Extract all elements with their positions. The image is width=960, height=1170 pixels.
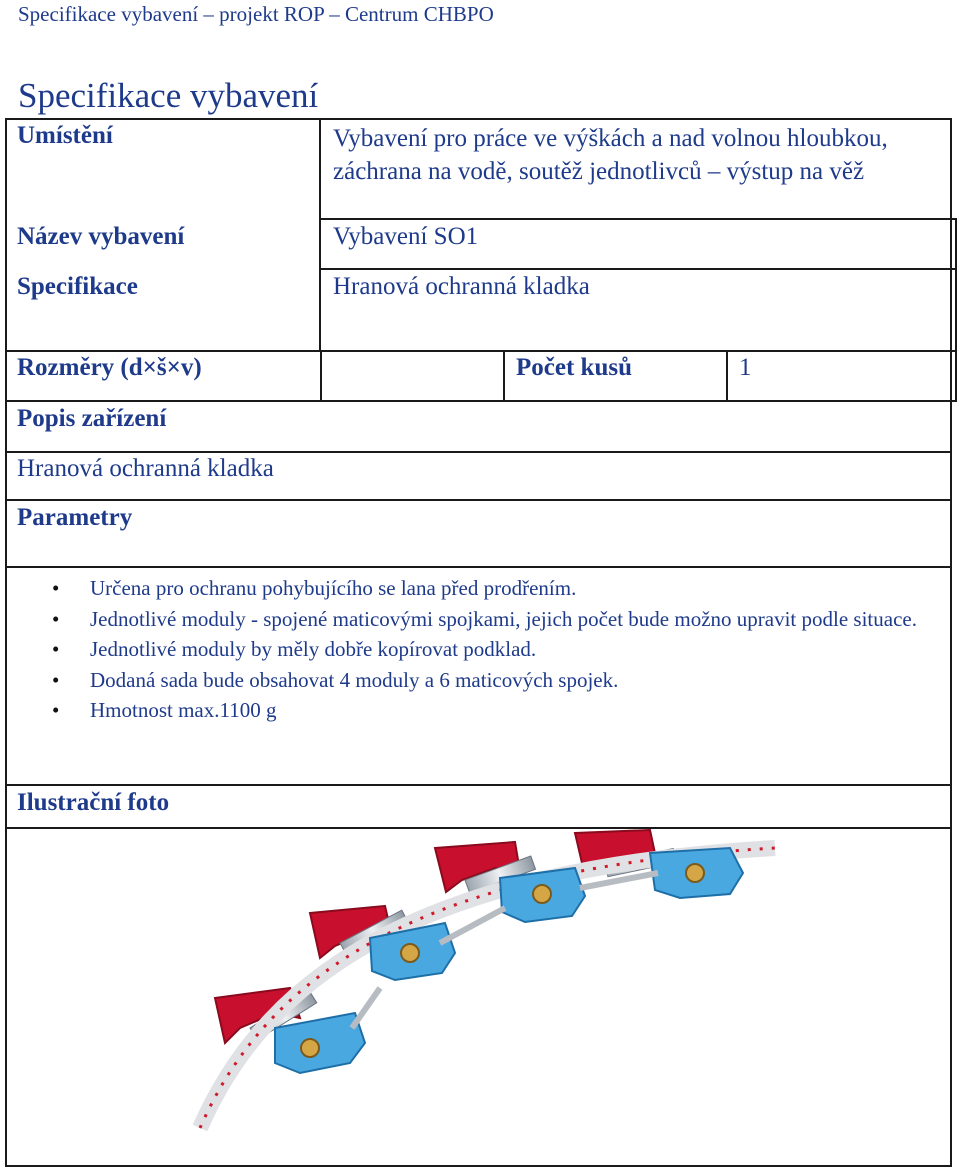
page-title: Specifikace vybavení	[18, 76, 319, 115]
running-header: Specifikace vybavení – projekt ROP – Centrum CHBPO	[18, 2, 494, 26]
parametry-list	[52, 573, 932, 726]
list-item: • Hmotnost max.1100 g	[52, 695, 932, 726]
list-item: • Jednotlivé moduly - spojené maticovými spojkami, jejich počet bude možno upravit podle situace.	[52, 604, 932, 635]
specifikace-value: Hranová ochranná kladka	[333, 273, 590, 300]
list-item: • Dodaná sada bude obsahovat 4 moduly a 6 maticových spojek.	[52, 665, 932, 696]
list-item: • Určena pro ochranu pohybujícího se lana před prodřením.	[52, 573, 932, 604]
popis-value: Hranová ochranná kladka	[17, 455, 274, 482]
parametry-label: Parametry	[17, 504, 133, 531]
pocet-label: Počet kusů	[516, 354, 632, 381]
umisteni-label: Umístění	[17, 122, 113, 149]
rozmery-label: Rozměry (d×š×v)	[17, 354, 202, 381]
edge-roller-photo	[180, 828, 800, 1148]
nazev-label: Název vybavení	[17, 223, 185, 250]
umisteni-value: Vybavení pro práce ve výškách a nad volnou hloubkou, záchrana na vodě, soutěž jednotlivců – výstup na věž	[333, 125, 888, 185]
pocet-value: 1	[739, 354, 752, 381]
nazev-value: Vybavení SO1	[333, 223, 479, 250]
specifikace-label: Specifikace	[17, 273, 138, 300]
foto-label: Ilustrační foto	[17, 789, 170, 816]
list-item: • Jednotlivé moduly by měly dobře kopírovat podklad.	[52, 634, 932, 665]
popis-label: Popis zařízení	[17, 405, 167, 432]
